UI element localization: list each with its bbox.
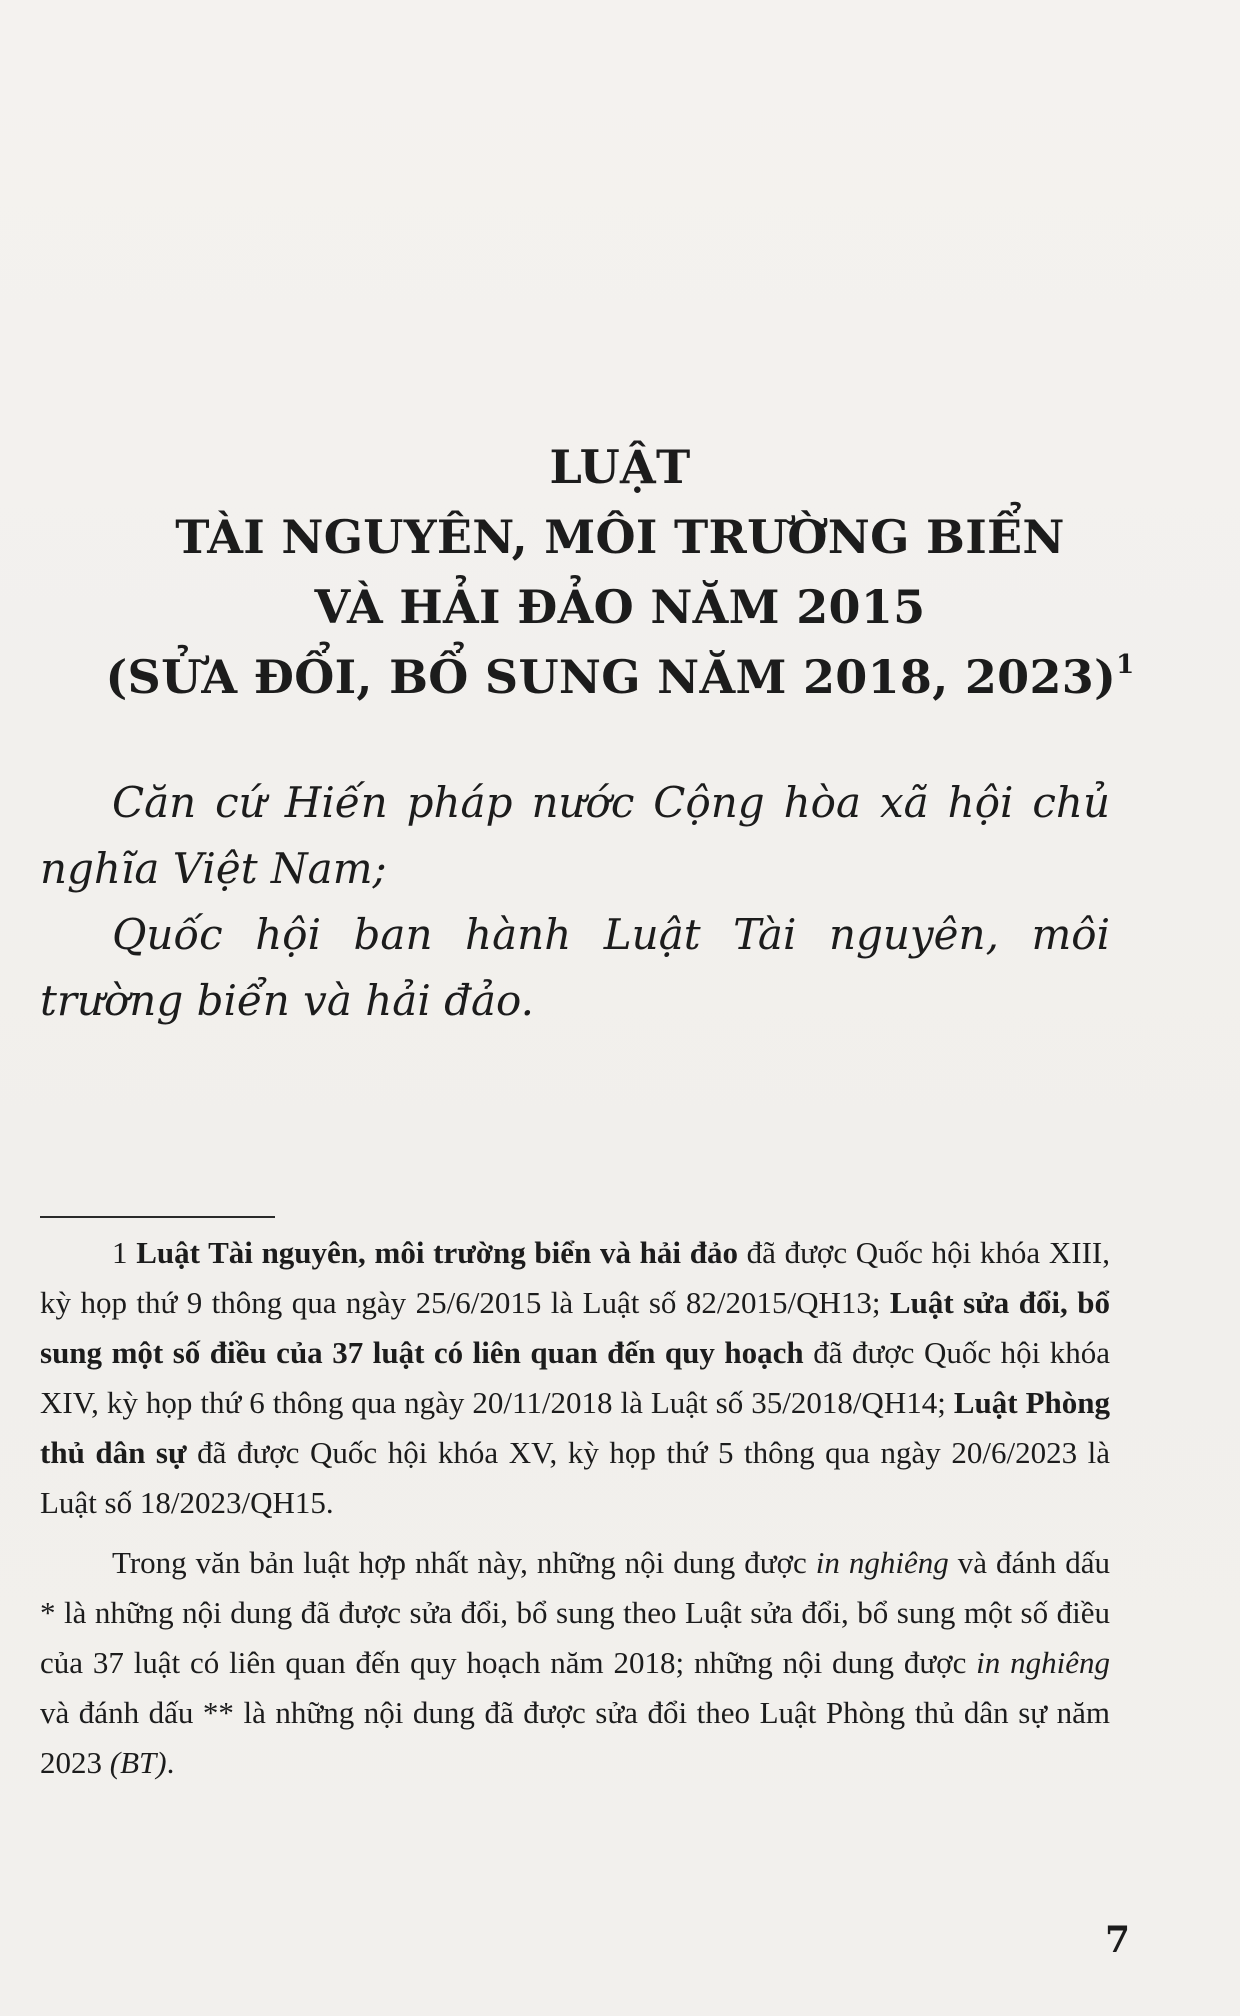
note-italic-3: (BT) <box>109 1745 167 1780</box>
preamble-paragraph-2: Quốc hội ban hành Luật Tài nguyên, môi trường biển và hải đảo. <box>40 910 1110 1025</box>
preamble <box>40 770 1110 1034</box>
note-part-3: và đánh dấu ** là những nội dung đã được sửa đổi theo Luật Phòng thủ dân sự năm 2023 <box>40 1695 1110 1780</box>
footnote-law-1-name: Luật Tài nguyên, môi trường biển và hải đảo <box>136 1235 738 1270</box>
title-line-1: LUẬT <box>549 440 691 494</box>
footnote-separator <box>40 1216 275 1218</box>
title-line-4 <box>0 642 1240 712</box>
note-italic-2: in nghiêng <box>976 1645 1110 1680</box>
footnote-law-3-name: Luật Phòng thủ dân sự <box>40 1385 1110 1470</box>
footnote-section <box>40 1228 1110 1788</box>
footnote-law-2-text: đã được Quốc hội khóa XIV, kỳ họp thứ 6 thông qua ngày 20/11/2018 là Luật số 35/2018/QH14; <box>40 1335 1110 1420</box>
footnote-1 <box>40 1228 1110 1528</box>
preamble-paragraph-1: Căn cứ Hiến pháp nước Cộng hòa xã hội chủ nghĩa Việt Nam; <box>40 778 1110 893</box>
title-line-4-text: (SỬA ĐỔI, BỔ SUNG NĂM 2018, 2023) <box>105 650 1117 704</box>
editorial-note <box>40 1538 1110 1788</box>
footnote-law-1-text: đã được Quốc hội khóa XIII, kỳ họp thứ 9 thông qua ngày 25/6/2015 là Luật số 82/2015/QH13; <box>40 1235 1110 1320</box>
footnote-law-2-name: Luật sửa đổi, bổ sung một số điều của 37 luật có liên quan đến quy hoạch <box>40 1285 1110 1370</box>
title-line-2: TÀI NGUYÊN, MÔI TRƯỜNG BIỂN <box>175 510 1065 564</box>
note-italic-1: in nghiêng <box>815 1545 949 1580</box>
note-part-2: và đánh dấu * là những nội dung đã được sửa đổi, bổ sung theo Luật sửa đổi, bổ sung một số điều của 37 luật có liên quan đến quy hoạch năm 2018; những nội dung được <box>40 1545 1110 1680</box>
footnote-law-3-text: đã được Quốc hội khóa XV, kỳ họp thứ 5 thông qua ngày 20/6/2023 là Luật số 18/2023/QH15. <box>40 1435 1111 1520</box>
footnote-reference: 1 <box>1116 650 1135 680</box>
note-part-4: . <box>166 1745 175 1780</box>
page-number: 7 <box>1104 1919 1130 1961</box>
title-line-3: VÀ HẢI ĐẢO NĂM 2015 <box>314 580 926 634</box>
footnote-marker: 1 <box>112 1235 128 1270</box>
note-part-1: Trong văn bản luật hợp nhất này, những nội dung được <box>112 1545 816 1580</box>
law-title <box>0 432 1240 712</box>
